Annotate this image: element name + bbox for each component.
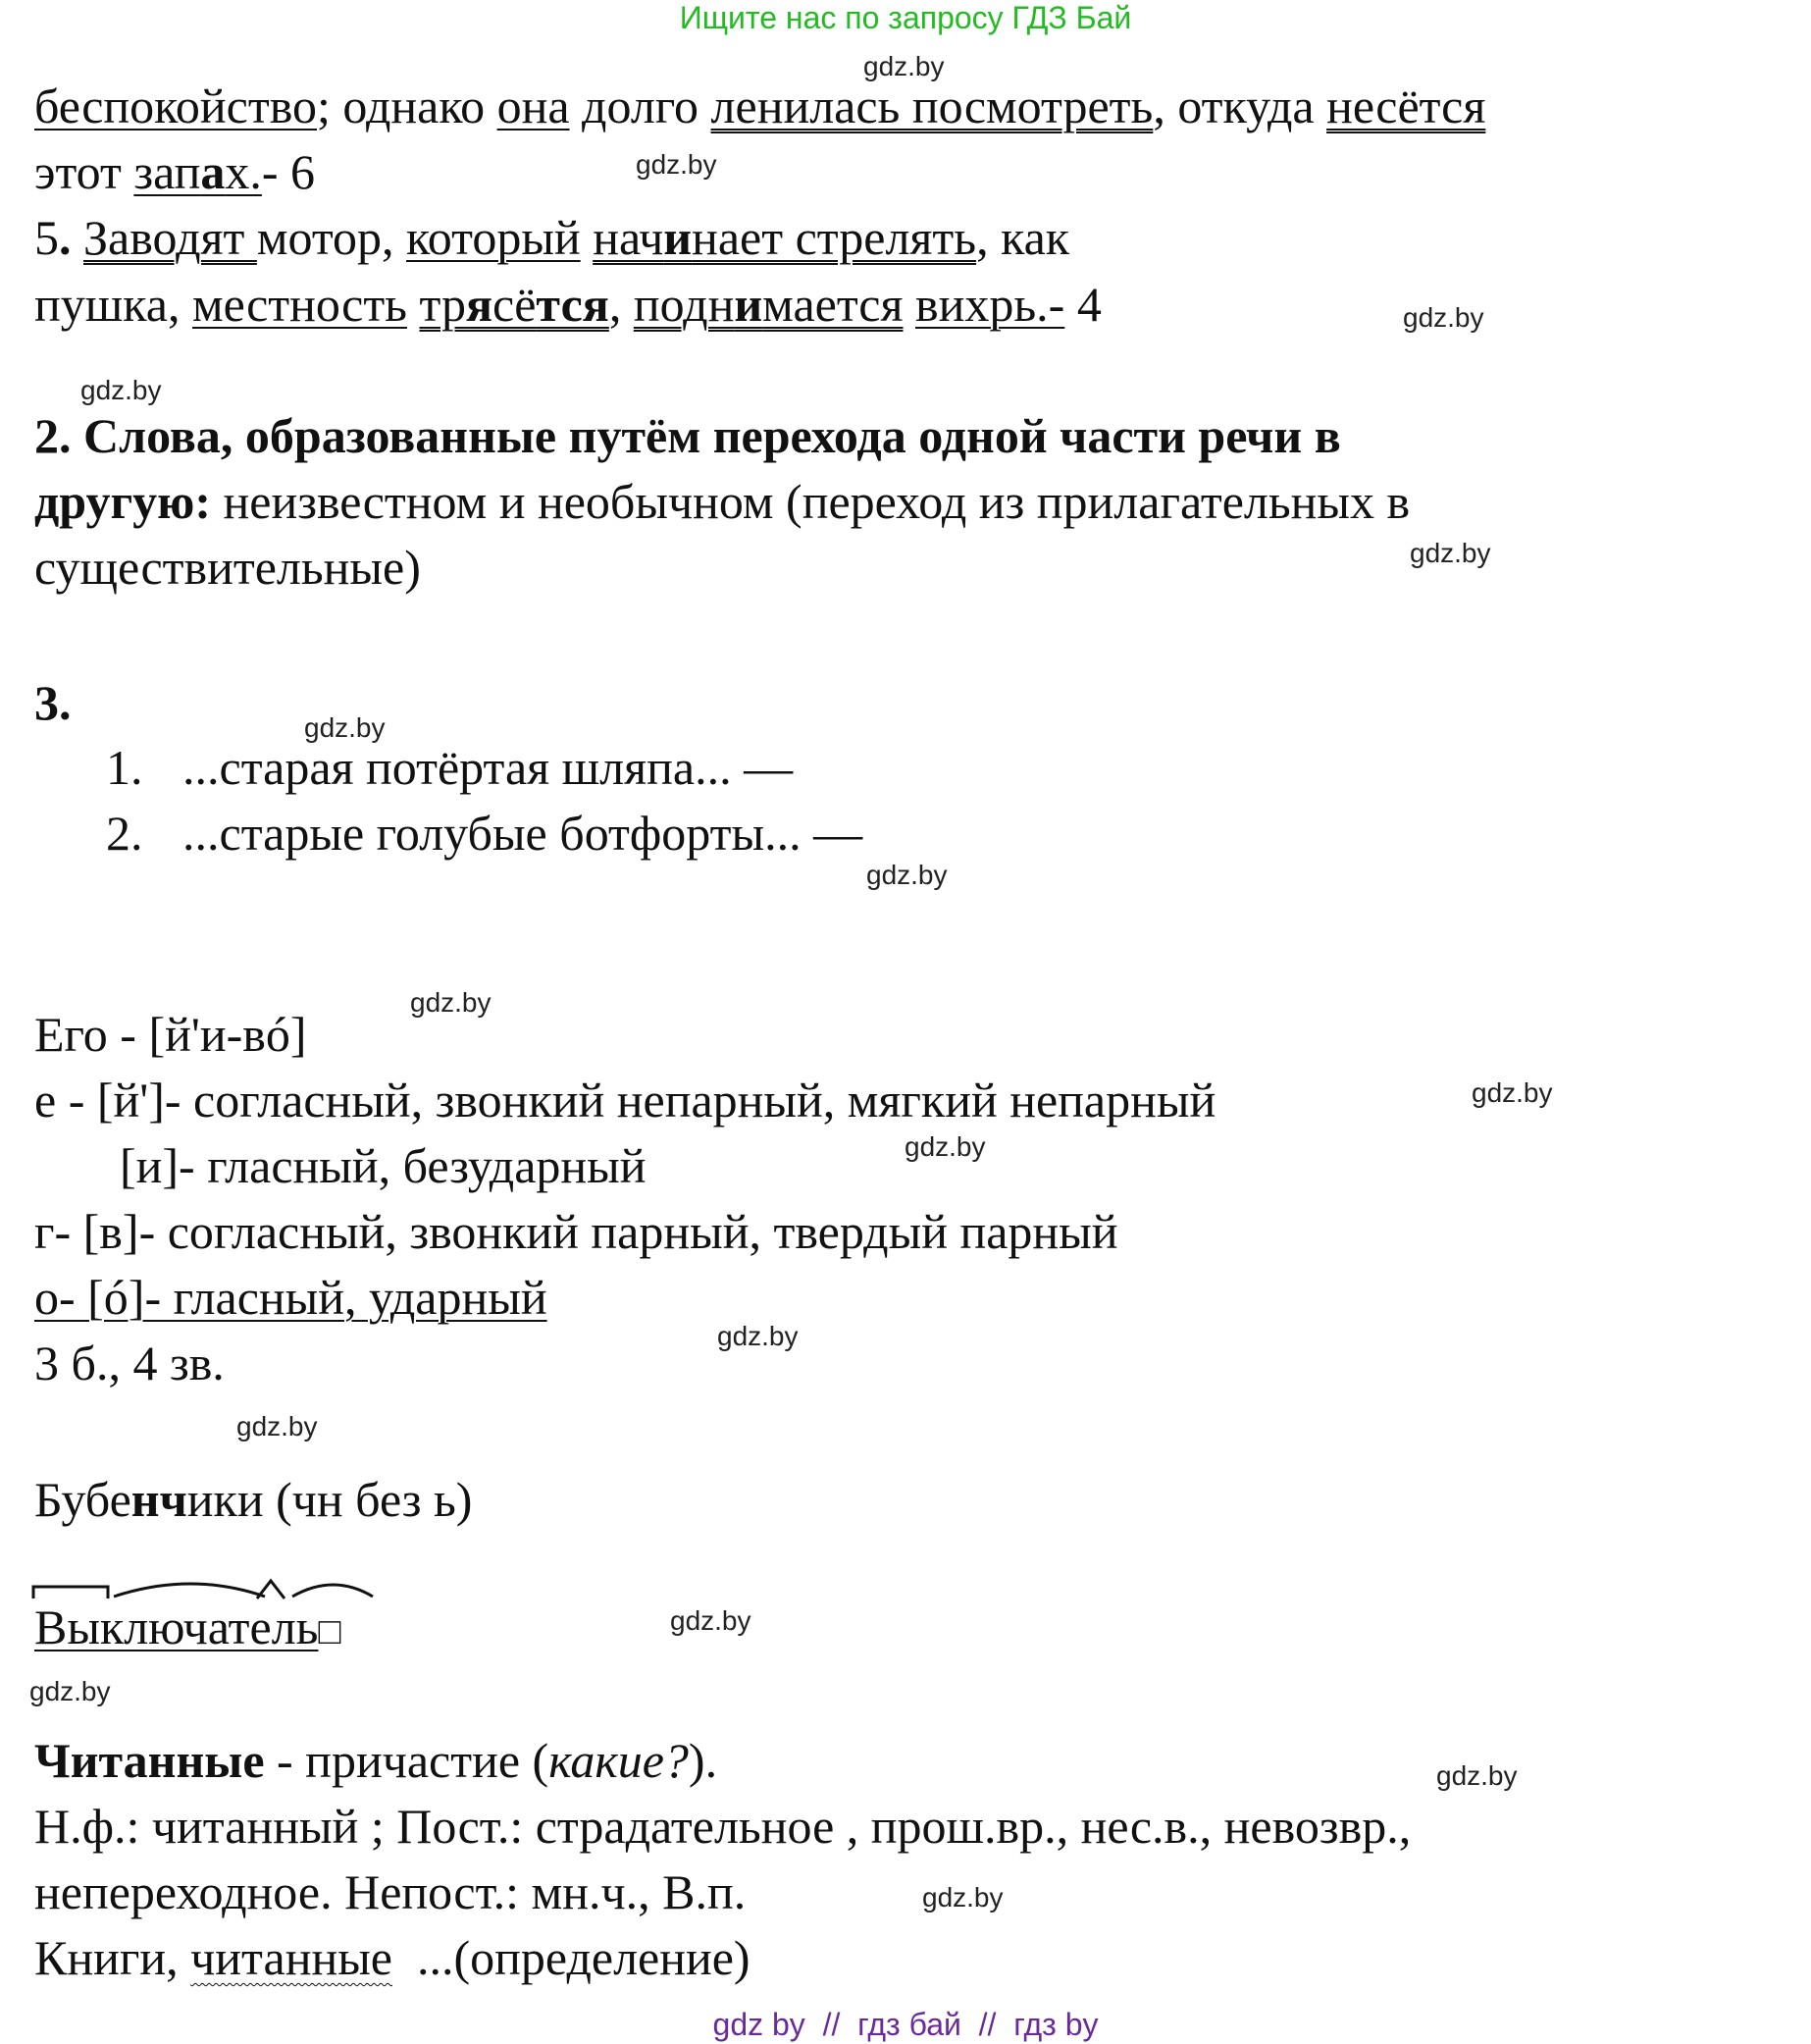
sentence-4-line-1 <box>34 77 1485 135</box>
text: нает стрелять <box>692 210 977 265</box>
text: , как <box>976 210 1070 265</box>
text: - 6 <box>261 144 316 199</box>
text: мотор, <box>256 210 407 265</box>
subject-word: местность <box>192 277 407 332</box>
list-text: ...старая потёртая шляпа... — <box>182 740 794 795</box>
morphemic-word <box>34 1598 340 1661</box>
text: ики (чн без ь) <box>186 1472 473 1527</box>
subject-word: вихрь.- <box>915 277 1065 332</box>
bottom-banner[interactable]: gdz by // гдз бай // гдз by <box>712 2007 1099 2042</box>
text: неизвестном и необычном (переход из прилагательных в <box>211 474 1411 529</box>
text: мается <box>762 277 904 332</box>
predicate-word <box>419 277 608 332</box>
watermark: gdz.by <box>410 987 492 1018</box>
word: Выключатель <box>34 1599 319 1654</box>
text: нач <box>593 210 664 265</box>
phonetic-summary: 3 б., 4 зв. <box>34 1336 225 1390</box>
list-item <box>106 738 793 797</box>
suffix-bold: тся <box>536 277 609 332</box>
watermark: gdz.by <box>636 149 717 180</box>
phonetic-line-4: г- [в]- согласный, звонкий парный, твердый парный <box>34 1204 1118 1259</box>
text: 4 <box>1064 277 1102 332</box>
watermark: gdz.by <box>1410 538 1491 568</box>
text: сё <box>492 277 537 332</box>
suffix-arc <box>292 1585 373 1597</box>
participle-line-4 <box>34 1928 750 1987</box>
section-2-line-2 <box>34 472 1410 531</box>
section-2-heading <box>34 406 1341 465</box>
watermark: gdz.by <box>304 712 386 743</box>
text: Книги, <box>34 1930 191 1985</box>
sentence-4-line-2 <box>34 142 315 201</box>
text: долго <box>569 79 711 133</box>
text: - причастие ( <box>264 1733 549 1788</box>
top-banner[interactable]: Ищите нас по запросу ГДЗ Бай <box>679 0 1132 35</box>
watermark: gdz.by <box>670 1605 751 1636</box>
text: ). <box>688 1733 718 1788</box>
text: , <box>608 277 634 332</box>
text: зап <box>133 144 201 199</box>
text: ; однако <box>317 79 497 133</box>
watermark: gdz.by <box>80 375 162 405</box>
participle-line-1 <box>34 1731 717 1790</box>
predicate-word: ленилась посмотреть <box>710 79 1154 133</box>
sentence-5-line-1 <box>34 208 1069 267</box>
watermark: gdz.by <box>1403 302 1484 333</box>
watermark: gdz.by <box>1436 1760 1518 1791</box>
subject-word: который <box>406 210 581 265</box>
section-2-line-3: существительные) <box>34 540 421 595</box>
spelling-line <box>34 1470 472 1529</box>
watermark: gdz.by <box>236 1411 318 1441</box>
text: ...(определение) <box>392 1930 750 1985</box>
heading-text: 2. Слова, образованные путём перехода одной части речи в <box>34 408 1341 463</box>
text: . <box>59 210 83 265</box>
phonetic-line-2: е - [й']- согласный, звонкий непарный, мягкий непарный <box>34 1073 1216 1127</box>
stressed-letter: а <box>200 144 226 199</box>
list-number: 1. <box>106 740 143 795</box>
watermark: gdz.by <box>863 51 945 81</box>
phonetic-line-3: [и]- гласный, безударный <box>120 1138 647 1193</box>
participle-line-3: непереходное. Непост.: мн.ч., В.п. <box>34 1864 747 1919</box>
phonetic-line-5 <box>34 1268 547 1327</box>
watermark: gdz.by <box>29 1676 111 1706</box>
heading-text: другую: <box>34 474 212 529</box>
wavy-underlined-word: читанные <box>190 1930 392 1985</box>
subject-word: она <box>496 79 570 133</box>
text: пушка, <box>34 277 192 332</box>
list-number: 2. <box>106 806 143 861</box>
text: тр <box>419 277 466 332</box>
text <box>904 277 916 332</box>
list-text: ...старые голубые ботфорты... — <box>182 806 863 861</box>
subject-word <box>133 144 262 199</box>
subject-word: беспокойство <box>34 79 317 133</box>
underlined-text: о- [ó]- гласный, ударный <box>34 1270 547 1325</box>
stressed-letter: и <box>734 277 763 332</box>
watermark: gdz.by <box>922 1882 1004 1913</box>
text: , откуда <box>1153 79 1327 133</box>
participle-line-2: Н.ф.: читанный ; Пост.: страдательное , прош.вр., нес.в., невозвр., <box>34 1799 1412 1854</box>
watermark: gdz.by <box>1472 1077 1553 1108</box>
heading-text: 3. <box>34 675 72 730</box>
predicate-word <box>634 277 904 332</box>
highlighted-letters: нч <box>130 1472 187 1527</box>
watermark: gdz.by <box>866 860 948 890</box>
phonetic-line-1: Его - [й'и-вó] <box>34 1007 307 1062</box>
ending-box: □ <box>318 1611 341 1652</box>
section-3-number <box>34 673 72 732</box>
text: подн <box>633 277 735 332</box>
stressed-letter: и <box>663 210 693 265</box>
watermark: gdz.by <box>905 1131 986 1162</box>
predicate-word <box>593 210 976 265</box>
text <box>407 277 420 332</box>
bold-word: Читанные <box>34 1733 265 1788</box>
predicate-word: несётся <box>1326 79 1486 133</box>
list-item <box>106 804 862 863</box>
text: х. <box>225 144 262 199</box>
stressed-letter: я <box>465 277 493 332</box>
watermark: gdz.by <box>717 1321 799 1351</box>
item-number: 5 <box>34 210 59 265</box>
text <box>581 210 594 265</box>
root-arc <box>114 1584 265 1597</box>
sentence-5-line-2 <box>34 275 1102 334</box>
text: Бубе <box>34 1472 131 1527</box>
text: этот <box>34 144 134 199</box>
italic-question: какие? <box>548 1733 689 1788</box>
predicate-word: Заводят <box>83 210 257 265</box>
